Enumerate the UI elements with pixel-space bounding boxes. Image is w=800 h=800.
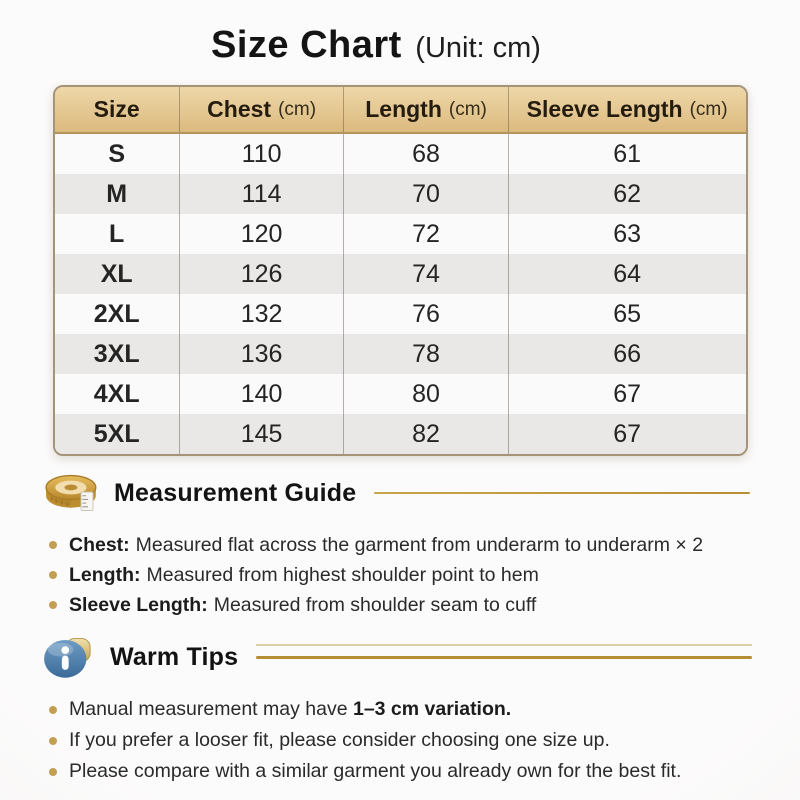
measurement-guide-section: [40, 470, 770, 620]
table-row: [55, 254, 746, 294]
page-title-unit: (Unit: cm): [415, 32, 541, 64]
chest-cell: 132: [179, 294, 343, 334]
header-cell-size: Size: [93, 96, 140, 122]
header-cell-length: Length (cm): [343, 87, 507, 132]
table-row: [55, 294, 746, 334]
size-table: [53, 85, 748, 456]
list-item: Length: Measured from highest shoulder point to hem: [40, 560, 770, 590]
size-cell: L: [109, 219, 125, 248]
warm-tips-list: [40, 694, 770, 787]
gold-rule: [374, 492, 750, 495]
page-title-text: Size Chart: [211, 24, 402, 66]
size-cell: 4XL: [93, 379, 140, 408]
list-item: Manual measurement may have 1–3 cm variation.: [40, 694, 770, 725]
table-row: [55, 174, 746, 214]
length-cell: 82: [343, 414, 507, 454]
sleeve-cell: 65: [508, 294, 746, 334]
warm-tips-heading-row: [40, 634, 770, 680]
length-cell: 70: [343, 174, 507, 214]
table-row: [55, 134, 746, 174]
sleeve-cell: 66: [508, 334, 746, 374]
chest-cell: 126: [179, 254, 343, 294]
length-cell: 72: [343, 214, 507, 254]
size-cell: 2XL: [93, 299, 140, 328]
table-row: [55, 374, 746, 414]
sleeve-cell: 67: [508, 374, 746, 414]
size-cell: S: [108, 139, 126, 168]
sleeve-cell: 63: [508, 214, 746, 254]
list-item: Sleeve Length: Measured from shoulder seam to cuff: [40, 590, 770, 620]
chest-cell: 110: [179, 134, 343, 174]
size-cell: 5XL: [93, 419, 140, 448]
chest-cell: 140: [179, 374, 343, 414]
gold-rule: [256, 656, 752, 659]
list-item: Please compare with a similar garment you already own for the best fit.: [40, 756, 770, 787]
sleeve-cell: 62: [508, 174, 746, 214]
faint-rule: [256, 644, 752, 646]
page-title: [0, 0, 776, 67]
warm-tips-section: [40, 634, 770, 787]
header-cell-sleeve-length: Sleeve Length (cm): [508, 87, 746, 132]
chest-cell: 145: [179, 414, 343, 454]
measurement-guide-list: [40, 530, 770, 620]
chest-cell: 120: [179, 214, 343, 254]
chest-cell: 114: [179, 174, 343, 214]
measurement-guide-heading-row: [40, 470, 770, 516]
table-row: [55, 214, 746, 254]
table-header-row: [55, 87, 746, 134]
double-rule: [256, 644, 752, 660]
warm-tips-title: Warm Tips: [110, 642, 239, 671]
length-cell: 74: [343, 254, 507, 294]
sleeve-cell: 61: [508, 134, 746, 174]
length-cell: 76: [343, 294, 507, 334]
list-item: If you prefer a looser fit, please consider choosing one size up.: [40, 725, 770, 756]
measurement-guide-title: Measurement Guide: [114, 478, 357, 507]
info-icon: [40, 634, 96, 680]
sleeve-cell: 67: [508, 414, 746, 454]
table-row: [55, 414, 746, 454]
length-cell: 80: [343, 374, 507, 414]
header-cell-chest: Chest (cm): [179, 87, 343, 132]
sleeve-cell: 64: [508, 254, 746, 294]
table-row: [55, 334, 746, 374]
size-cell: XL: [100, 259, 133, 288]
length-cell: 78: [343, 334, 507, 374]
size-cell: M: [106, 179, 128, 208]
list-item: Chest: Measured flat across the garment from underarm to underarm × 2: [40, 530, 770, 560]
size-cell: 3XL: [93, 339, 140, 368]
chest-cell: 136: [179, 334, 343, 374]
length-cell: 68: [343, 134, 507, 174]
tape-measure-icon: [40, 470, 100, 516]
